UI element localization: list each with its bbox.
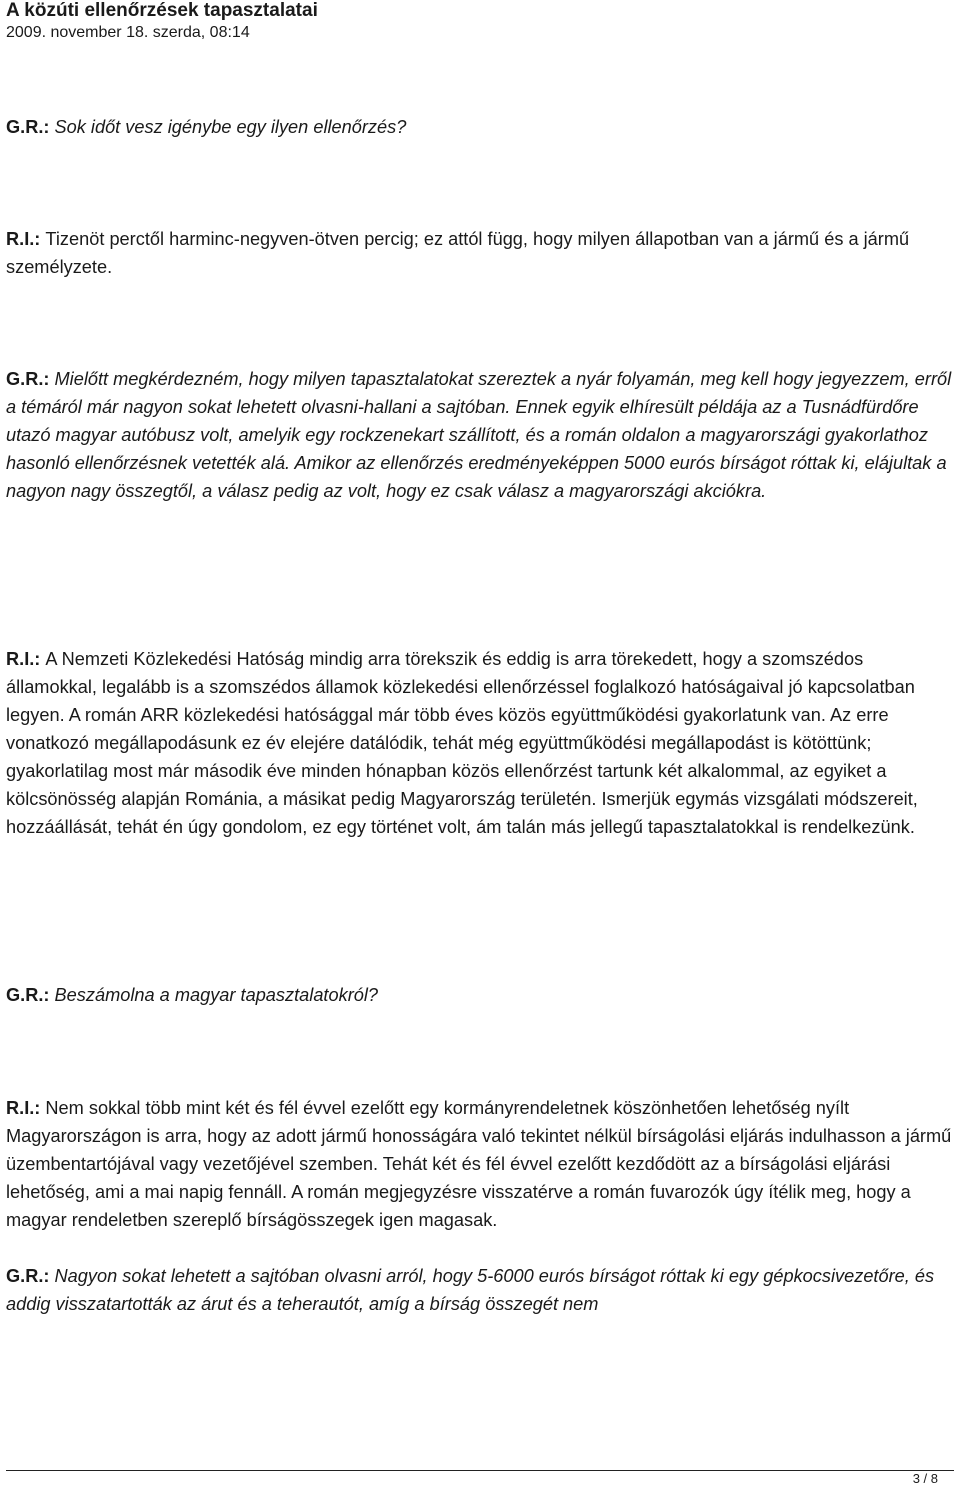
page-number: 3 / 8 <box>912 1471 938 1486</box>
answer-paragraph <box>6 1094 954 1234</box>
speaker-label: R.I.: <box>6 229 41 249</box>
paragraph-text: Beszámolna a magyar tapasztalatokról? <box>54 985 379 1005</box>
footer-divider <box>6 1470 954 1471</box>
paragraph-text: Tizenöt perctől harminc-negyven-ötven percig; ez attól függ, hogy milyen állapotban van a jármű és a jármű személyzete. <box>6 229 910 277</box>
question-paragraph <box>6 1262 954 1318</box>
question-paragraph <box>6 113 954 141</box>
paragraph-text: Nagyon sokat lehetett a sajtóban olvasni arról, hogy 5-6000 eurós bírságot róttak ki egy gépkocsivezetőre, és addig visszatartották az árut és a teherautót, amíg a bírság összegét nem <box>6 1266 935 1314</box>
answer-paragraph <box>6 225 954 281</box>
speaker-label: G.R.: <box>6 985 50 1005</box>
question-paragraph <box>6 365 954 505</box>
document-title: A közúti ellenőrzések tapasztalatai <box>6 0 318 21</box>
paragraph-text: A Nemzeti Közlekedési Hatóság mindig arra törekszik és eddig is arra törekedett, hogy a szomszédos államokkal, legalább is a szomszédos államok közlekedési ellenőrzéssel foglalkozó hatóságaival jó kapcsolatban legyen. A román ARR közlekedési hatósággal már több éves közös együttműködési gyakorlatunk van. Az erre vonatkozó megállapodásunk ez év elejére datálódik, tehát még együttműködési megállapodást is kötöttünk; gyakorlatilag most már második éve minden hónapban közös ellenőrzést tartunk két alkalommal, az egyiket a kölcsönösség alapján Románia, a másikat pedig Magyarország területén. Ismerjük egymás vizsgálati módszereit, hozzáállását, tehát én úgy gondolom, ez egy történet volt, ám talán más jellegű tapasztalatokkal is rendelkezünk. <box>6 649 918 837</box>
speaker-label: G.R.: <box>6 117 50 137</box>
paragraph-text: Nem sokkal több mint két és fél évvel ezelőtt egy kormányrendeletnek köszönhetően lehetőség nyílt Magyarországon is arra, hogy az adott jármű honosságára való tekintet nélkül bírságolási eljárás indulhasson a jármű üzembentartójával vagy vezetőjével szemben. Tehát két és fél évvel ezelőtt kezdődött az a bírságolási eljárási lehetőség, ami a mai napig fennáll. A román megjegyzésre visszatérve a román fuvarozók úgy ítélik meg, hogy a magyar rendeletben szereplő bírságösszegek igen magasak. <box>6 1098 952 1230</box>
speaker-label: G.R.: <box>6 369 50 389</box>
document-header <box>6 0 318 44</box>
document-date: 2009. november 18. szerda, 08:14 <box>6 24 250 41</box>
answer-paragraph <box>6 645 954 841</box>
paragraph-text: Sok időt vesz igénybe egy ilyen ellenőrzés? <box>54 117 407 137</box>
speaker-label: R.I.: <box>6 649 41 669</box>
speaker-label: R.I.: <box>6 1098 41 1118</box>
question-paragraph <box>6 981 954 1009</box>
paragraph-text: Mielőtt megkérdezném, hogy milyen tapasztalatokat szereztek a nyár folyamán, meg kell hogy jegyezzem, erről a témáról már nagyon sokat lehetett olvasni-hallani a sajtóban. Ennek egyik elhíresült példája az a Tusnádfürdőre utazó magyar autóbusz volt, amelyik egy rockzenekart szállított, és a román oldalon a magyarországi gyakorlathoz hasonló ellenőrzésnek vetették alá. Amikor az ellenőrzés eredményeképpen 5000 eurós bírságot róttak ki, elájultak a nagyon nagy összegtől, a válasz pedig az volt, hogy ez csak válasz a magyarországi akciókra. <box>6 369 952 501</box>
speaker-label: G.R.: <box>6 1266 50 1286</box>
